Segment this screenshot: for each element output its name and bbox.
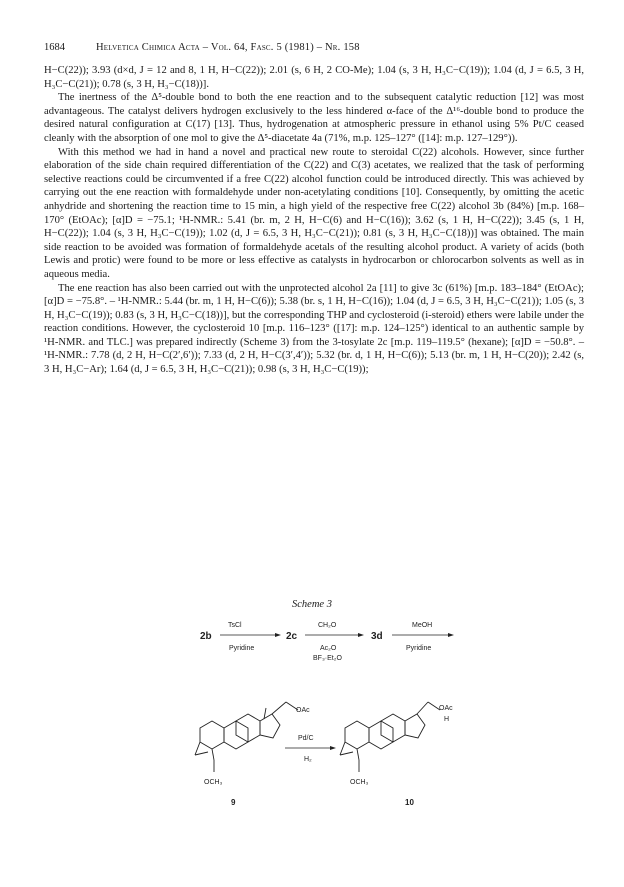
page-number: 1684	[44, 42, 65, 53]
substituent-h-10: H	[444, 716, 450, 723]
substituent-oac-10: OAc	[439, 705, 453, 712]
paragraph-4: The ene reaction has also been carried out with the unprotected alcohol 2a [11] to give 3c (61%) [m.p. 183–184° (EtOAc); [α]D = −75.8°. – ¹H-NMR.: 5.44 (br. m, 1 H, H−C(6)); 5.38 (br. s, 1 H, H−C(16)); 1.04 (d, J = 6.5, 3 H, H₃C−C(21)); 1.05 (s, 3 H, H₃C−C(19)); 0.83 (s, 3 H, H₃C−C(18))], but the corresponding THP and cyclosteroid (i-steroid) ethers were labile under the reaction conditions. However, the cyclosteroid 10 [m.p. 116–123° ([17]: m.p. 124–125°) identical to an authentic sample by ¹H-NMR. and TLC.] was prepared indirectly (Scheme 3) from the 3-tosylate 2c [m.p. 119–119.5° (hexane); [α]D = −50.8°. – ¹H-NMR.: 7.78 (d, 2 H, H−C(2′,6′)); 7.33 (d, 2 H, H−C(3′,4′)); 5.32 (br. d, 1 H, H−C(6)); 5.13 (br. m, 1 H, H−C(20)); 2.42 (s, 3 H, H₃C−Ar); 1.64 (d, J = 6.5, 3 H, H₃C−C(21)); 0.98 (s, 3 H, H₃C−C(19));	[44, 282, 584, 376]
body-text	[44, 64, 584, 377]
compound-label-3d: 3d	[371, 631, 383, 642]
condition-bf3: BF₃·Et₂O	[313, 655, 342, 662]
journal-title: Helvetica Chimica Acta – Vol. 64, Fasc. 5 (1981) – Nr. 158	[96, 42, 360, 53]
reaction-scheme	[0, 610, 624, 870]
substituent-oac-9: OAc	[296, 707, 310, 714]
paragraph-3: With this method we had in hand a novel and practical new route to steroidal C(22) alcohols. However, since further elaboration of the side chain required differentiation of the C(22) and C(3) acetates, we realized that the task of performing selective reactions could be circumvented if a free C(22) alcohol function could be introduced directly. This was achieved by carrying out the ene reaction with formaldehyde under non-acetylating conditions [10]. Consequently, by omitting the acetic anhydride and shortening the reaction time to 15 min, a high yield of the respective free C(22) alcohol 3b (84%) [m.p. 168–170° (EtOAc); [α]D = −75.1; ¹H-NMR.: 5.41 (br. m, 2 H, H−C(6) and H−C(16)); 3.62 (s, 1 H, H−C(22)); 3.45 (s, 1 H, H−C(22)); 1.04 (s, 3 H, H₃C−C(19)); 1.02 (d, J = 6.5, 3 H, H₃C−C(21)); 0.81 (s, 3 H, H₃C−C(18))] was obtained. The main side reaction to be avoided was formation of formaldehyde acetals of the resulting alcohol product. A variety of acids (both Lewis and protic) were found to be more or less effective as catalysts in hydrocarbon or chlorocarbon solvents as well as in aqueous media.	[44, 146, 584, 280]
substituent-och3-10: OCH₃	[350, 779, 369, 786]
condition-h2: H₂	[304, 756, 312, 763]
running-header	[44, 42, 584, 56]
scheme-title: Scheme 3	[292, 599, 332, 610]
solvent-pyridine-2: Pyridine	[406, 645, 432, 652]
structure-9	[195, 702, 298, 772]
substituent-och3-9: OCH₃	[204, 779, 223, 786]
reagent-tscl: TsCl	[228, 622, 242, 629]
paragraph-1: H−C(22)); 3.93 (d×d, J = 12 and 8, 1 H, H−C(22)); 2.01 (s, 6 H, 2 CO-Me); 1.04 (s, 3 H, H₃C−C(19)); 1.04 (d, J = 6.5, 3 H, H₃C−C(21)); 0.78 (s, 3 H, H₃−C(18))].	[44, 65, 584, 90]
compound-label-2b: 2b	[200, 631, 212, 642]
paragraph-2: The inertness of the Δ⁵-double bond to both the ene reaction and to the subsequent catalytic reduction [12] was most advantageous. The catalyst delivers hydrogen exclusively to the less hindered α-face of the Δ¹⁶-double bond to produce the desired natural configuration at C(17) [13]. Thus, hydrogenation at atmospheric pressure in ethanol using 5% Pt/C ceased cleanly with the absorption of one mol to give the Δ⁵-diacetate 4a (71%, m.p. 125–127° ([14]: m.p. 127–129°)).	[44, 92, 584, 144]
condition-ac2o: Ac₂O	[320, 645, 337, 652]
structure-10	[340, 702, 440, 772]
solvent-pyridine-1: Pyridine	[229, 645, 255, 652]
compound-label-9: 9	[231, 798, 236, 807]
reagent-pdc: Pd/C	[298, 735, 314, 742]
reagent-ch2o: CH₂O	[318, 622, 337, 629]
reagent-meoh: MeOH	[412, 622, 433, 629]
compound-label-10: 10	[405, 798, 414, 807]
compound-label-2c: 2c	[286, 631, 298, 642]
